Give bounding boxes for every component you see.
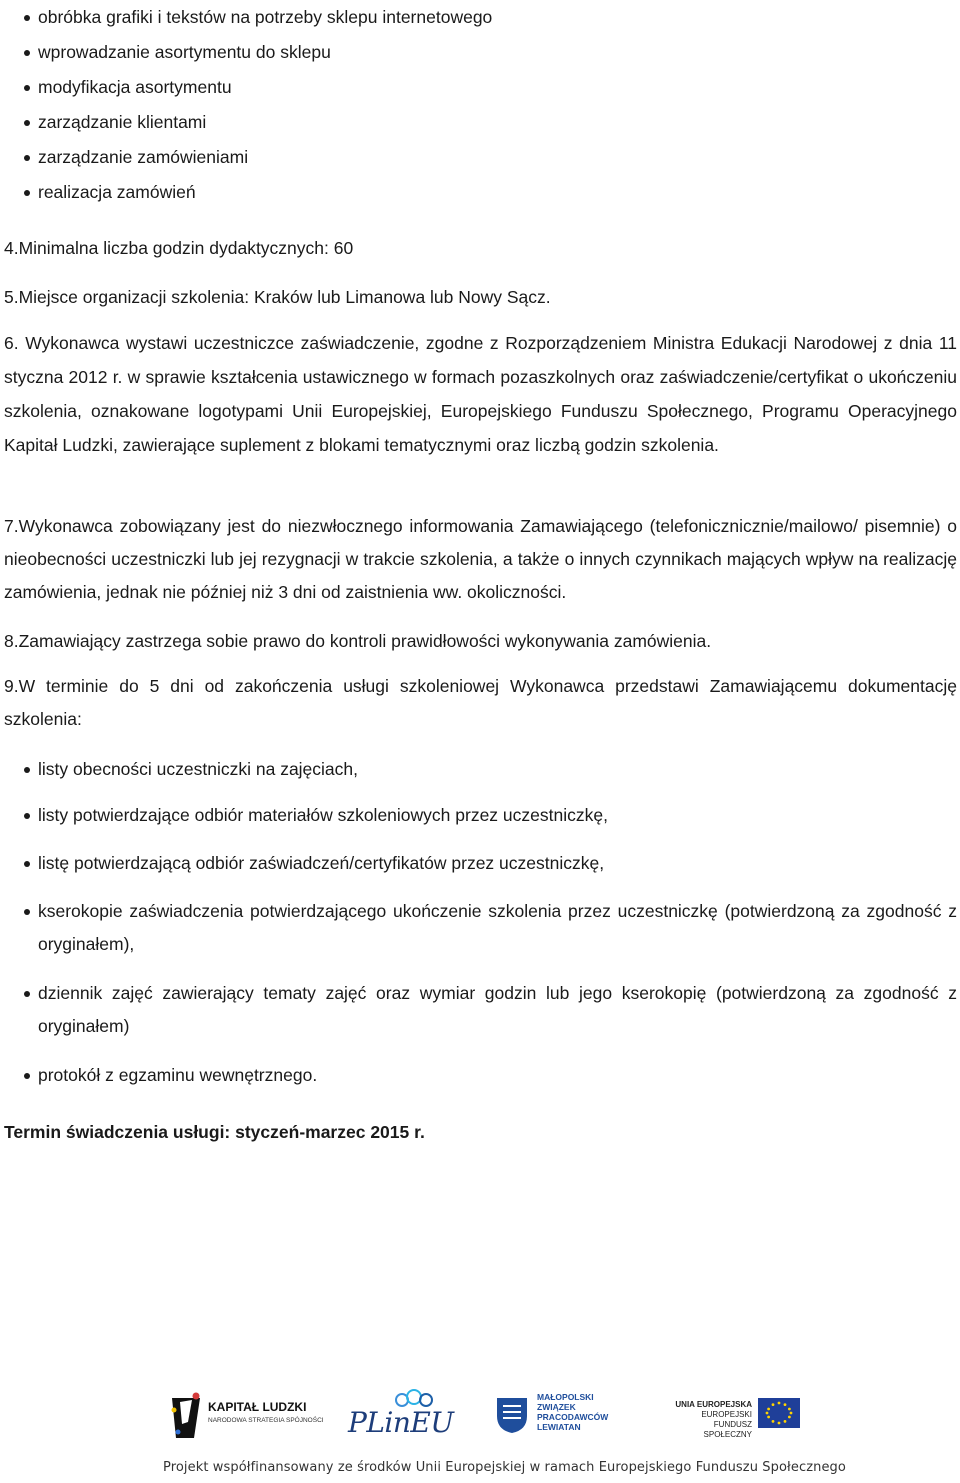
location-item: 5.Miejsce organizacji szkolenia: Kraków lub Limanowa lub Nowy Sącz. xyxy=(4,287,551,307)
eu-flag-icon xyxy=(758,1398,800,1428)
plineu-logo xyxy=(348,1388,463,1448)
control-item: 8.Zamawiający zastrzega sobie prawo do kontroli prawidłowości wykonywania zamówienia. xyxy=(4,631,712,651)
doc-list-item: protokół z egzaminu wewnętrznego. xyxy=(22,1059,957,1092)
mzpp-line: ZWIĄZEK xyxy=(537,1402,576,1412)
plineu-wordmark: PLinEU xyxy=(348,1406,454,1439)
doc-list-item: listy potwierdzające odbiór materiałów szkoleniowych przez uczestniczkę, xyxy=(22,799,957,832)
list-item: realizacja zamówień xyxy=(22,175,492,210)
doc-list-item: kserokopie zaświadczenia potwierdzającego ukończenie szkolenia przez uczestniczkę (potwierdzoną za zgodność z oryginałem), xyxy=(22,895,957,961)
list-item: zarządzanie klientami xyxy=(22,105,492,140)
kl-title: KAPITAŁ LUDZKI xyxy=(208,1400,307,1414)
mzpp-line: PRACODAWCÓW xyxy=(537,1412,609,1422)
eu-text xyxy=(670,1400,752,1440)
eu-line: FUNDUSZ SPOŁECZNY xyxy=(703,1420,752,1439)
kapital-ludzki-logo xyxy=(168,1388,324,1448)
list-item: zarządzanie zamówieniami xyxy=(22,140,492,175)
doc-list-item: listę potwierdzającą odbiór zaświadczeń/certyfikatów przez uczestniczkę, xyxy=(22,847,957,880)
mzpp-line: LEWIATAN xyxy=(537,1422,581,1432)
mzpp-name xyxy=(537,1392,608,1432)
documentation-paragraph: 9.W terminie do 5 dni od zakończenia usługi szkoleniowej Wykonawca przedstawi Zamawiającemu dokumentację szkolenia: xyxy=(4,676,957,729)
list-item: wprowadzanie asortymentu do sklepu xyxy=(22,35,492,70)
list-item: obróbka grafiki i tekstów na potrzeby sklepu internetowego xyxy=(22,0,492,35)
eu-line: UNIA EUROPEJSKA xyxy=(675,1400,752,1409)
list-item: modyfikacja asortymentu xyxy=(22,70,492,105)
doc-list-item: dziennik zajęć zawierający tematy zajęć oraz wymiar godzin lub jego kserokopię (potwierdzoną za zgodność z oryginałem) xyxy=(22,977,957,1043)
logo-strip xyxy=(160,1388,800,1458)
kapital-ludzki-emblem-icon xyxy=(168,1392,204,1440)
task-list xyxy=(22,0,492,210)
certificate-paragraph: 6. Wykonawca wystawi uczestniczce zaświadczenie, zgodne z Rozporządzeniem Ministra Edukacji Narodowej z dnia 11 styczna 2012 r. w sprawie kształcenia ustawicznego w formach pozaszkolnych oraz zaświadczenie/certyfikat o ukończeniu szkolenia, oznakowane logotypami Unii Europejskiej, Europejskiego Funduszu Społecznego, Programu Operacyjnego Kapitał Ludzki, zawierające suplement z blokami tematycznymi oraz liczbą godzin szkolenia. xyxy=(4,333,957,455)
min-hours-item: 4.Minimalna liczba godzin dydaktycznych: 60 xyxy=(4,238,354,258)
mzpp-lewiatan-logo xyxy=(495,1388,635,1458)
eu-line: EUROPEJSKI xyxy=(701,1410,752,1419)
mzpp-line: MAŁOPOLSKI xyxy=(537,1392,594,1402)
doc-list-item: listy obecności uczestniczki na zajęciach, xyxy=(22,753,957,786)
service-term: Termin świadczenia usługi: styczeń-marzec 2015 r. xyxy=(4,1122,425,1142)
eu-efs-logo xyxy=(670,1388,800,1448)
cofinancing-footer: Projekt współfinansowany ze środków Unii Europejskiej w ramach Europejskiego Funduszu Społecznego xyxy=(163,1460,846,1475)
kl-subtitle: NARODOWA STRATEGIA SPÓJNOŚCI xyxy=(208,1417,324,1424)
notification-paragraph: 7.Wykonawca zobowiązany jest do niezwłocznego informowania Zamawiającego (telefonicznicznie/mailowo/ pisemnie) o nieobecności uczestniczki lub jej rezygnacji w trakcie szkolenia, a także o innych czynnikach mających wpływ na realizację zamówienia, jednak nie później niż 3 dni od zaistnienia ww. okoliczności. xyxy=(4,516,957,602)
mzpp-shield-icon xyxy=(495,1394,529,1434)
